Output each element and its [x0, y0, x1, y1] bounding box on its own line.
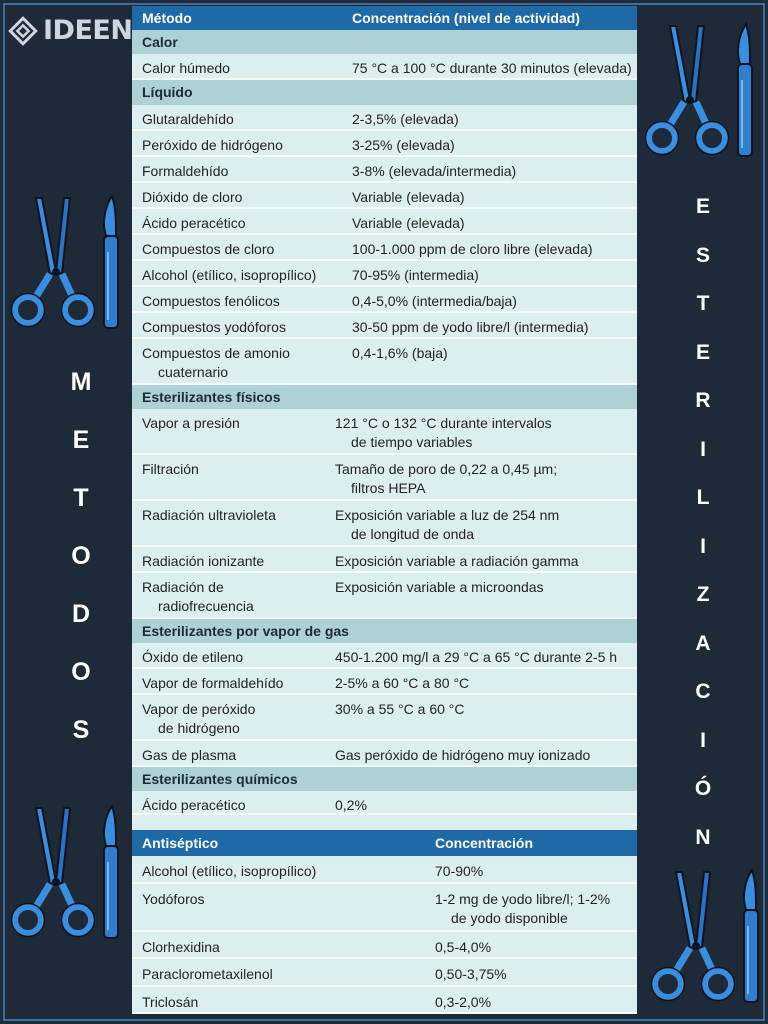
method-name-line: Radiación ionizante	[142, 553, 265, 569]
method-name	[142, 344, 290, 382]
surgical-tools-icon	[646, 866, 766, 1006]
header-method: Método	[142, 10, 192, 26]
side-letter: E	[695, 340, 710, 364]
concentration-line: 3-25% (elevada)	[352, 137, 455, 153]
category-title: Esterilizantes químicos	[142, 771, 298, 787]
method-name	[142, 460, 199, 479]
method-concentration	[352, 318, 589, 337]
method-concentration	[335, 460, 557, 498]
method-name-line: Compuestos fenólicos	[142, 293, 280, 309]
concentration-line: 0,3-2,0%	[435, 994, 492, 1010]
method-name-line: de hidrógeno	[158, 720, 240, 736]
method-name-line: Radiación ultravioleta	[142, 507, 276, 523]
method-name	[142, 674, 283, 693]
concentration-line: Exposición variable a radiación gamma	[335, 553, 579, 569]
table-row	[132, 235, 637, 261]
method-name-line: Alcohol (etílico, isopropílico)	[142, 267, 317, 283]
table-row	[132, 409, 637, 455]
side-letter: Z	[696, 583, 710, 606]
method-concentration	[352, 214, 465, 233]
method-concentration	[335, 578, 544, 597]
concentration-line: 3-8% (elevada/intermedia)	[352, 163, 517, 179]
method-name-line: Calor húmedo	[142, 60, 230, 76]
category-row	[132, 619, 637, 643]
side-letter: O	[71, 658, 91, 686]
method-name	[142, 59, 230, 78]
table-row	[132, 884, 637, 932]
method-name	[142, 552, 264, 571]
method-name	[142, 110, 234, 129]
method-name-line: Óxido de etileno	[142, 649, 244, 665]
method-name-line: Vapor a presión	[142, 415, 240, 431]
concentration-line: filtros HEPA	[351, 480, 426, 496]
surgical-tools-icon	[6, 802, 126, 942]
concentration-line: Exposición variable a microondas	[335, 579, 544, 595]
method-name-line: Compuestos de cloro	[142, 241, 275, 257]
category-row	[132, 30, 637, 54]
header-concentration: Concentración (nivel de actividad)	[352, 10, 580, 26]
method-concentration	[352, 188, 465, 207]
side-letter: L	[696, 486, 710, 509]
method-name-line: cuaternario	[158, 364, 229, 380]
table-row	[132, 157, 637, 183]
method-name	[142, 162, 228, 181]
concentration-line: 2-5% a 60 °C a 80 °C	[335, 675, 470, 691]
category-title: Esterilizantes por vapor de gas	[142, 623, 349, 639]
table-row	[132, 959, 637, 987]
side-label-metodos	[58, 362, 104, 768]
concentration-line: de tiempo variables	[351, 434, 473, 450]
method-name-line: Radiación de	[142, 579, 224, 595]
table-row	[132, 313, 637, 339]
method-name-line: Compuestos de amonio	[142, 345, 290, 361]
side-letter: I	[700, 728, 706, 752]
antiseptic-name-line: Triclosán	[142, 994, 199, 1010]
concentration-line: 0,2%	[335, 797, 367, 813]
concentration-line: Exposición variable a luz de 254 nm	[335, 507, 560, 523]
method-name	[142, 240, 274, 259]
method-concentration	[335, 746, 590, 765]
side-letter: D	[71, 600, 91, 628]
method-name	[142, 266, 316, 285]
concentration-line: 75 °C a 100 °C durante 30 minutos (elevada)	[352, 60, 632, 76]
side-letter: M	[70, 368, 92, 396]
side-letter: A	[695, 631, 711, 655]
side-letter: T	[73, 484, 89, 512]
method-name-line: Vapor de peróxido	[142, 701, 256, 717]
method-name	[142, 578, 254, 616]
method-name	[142, 188, 242, 207]
method-concentration	[352, 344, 448, 363]
side-letter: Ó	[694, 777, 712, 800]
surgical-tools-icon	[640, 20, 760, 160]
method-concentration	[335, 552, 579, 571]
method-name	[142, 700, 255, 738]
category-row	[132, 767, 637, 791]
concentration-line: Variable (elevada)	[352, 215, 465, 231]
table-row	[132, 573, 637, 619]
category-title: Líquido	[142, 84, 193, 100]
category-title: Esterilizantes físicos	[142, 389, 281, 405]
side-letter: E	[695, 195, 710, 218]
side-letter: I	[700, 534, 706, 558]
table-header-row	[132, 6, 637, 30]
table-row	[132, 791, 637, 815]
sterilization-methods-table	[132, 6, 637, 830]
header-concentration: Concentración	[435, 835, 534, 851]
concentration-line: 70-90%	[435, 863, 484, 879]
method-name-line: Ácido peracético	[142, 797, 246, 813]
table-row	[132, 54, 637, 80]
antiseptic-concentration	[435, 938, 491, 957]
table-row	[132, 183, 637, 209]
table-row	[132, 287, 637, 313]
table-row	[132, 455, 637, 501]
surgical-tools-icon	[6, 192, 126, 332]
method-name	[142, 506, 276, 525]
concentration-line: 121 °C o 132 °C durante intervalos	[335, 415, 552, 431]
table-row	[132, 987, 637, 1014]
category-row	[132, 80, 637, 105]
table-row	[132, 932, 637, 959]
table-row	[132, 695, 637, 741]
concentration-line: de longitud de onda	[351, 526, 474, 542]
method-name-line: Vapor de formaldehído	[142, 675, 284, 691]
method-concentration	[335, 506, 559, 544]
concentration-line: 0,4-1,6% (baja)	[352, 345, 448, 361]
table-row	[132, 856, 637, 884]
antiseptic-name-line: Clorhexidina	[142, 939, 220, 955]
method-concentration	[352, 136, 455, 155]
method-name-line: Dióxido de cloro	[142, 189, 243, 205]
method-name	[142, 318, 286, 337]
antiseptic-concentration	[435, 965, 507, 984]
method-name-line: Gas de plasma	[142, 747, 237, 763]
table-row	[132, 261, 637, 287]
side-letter: O	[71, 542, 91, 570]
category-title: Calor	[142, 34, 178, 50]
method-concentration	[352, 110, 459, 129]
antiseptic-name	[142, 993, 198, 1012]
method-name-line: Ácido peracético	[142, 215, 246, 231]
method-concentration	[352, 162, 516, 181]
antiseptic-name-line: Paraclorometaxilenol	[142, 966, 273, 982]
concentration-line: Tamaño de poro de 0,22 a 0,45 µm;	[335, 461, 558, 477]
side-letter: R	[695, 389, 711, 412]
concentration-line: 0,50-3,75%	[435, 966, 507, 982]
method-concentration	[352, 59, 632, 78]
side-letter: T	[696, 292, 710, 315]
table-row	[132, 643, 637, 669]
method-name-line: Peróxido de hidrógeno	[142, 137, 283, 153]
concentration-line: 70-95% (intermedia)	[352, 267, 479, 283]
diamond-logo-icon	[8, 16, 38, 46]
concentration-line: 0,5-4,0%	[435, 939, 492, 955]
table-header-row	[132, 830, 637, 856]
method-concentration	[335, 796, 367, 815]
side-letter: N	[695, 825, 711, 849]
method-name-line: Compuestos yodóforos	[142, 319, 286, 335]
method-name-line: Filtración	[142, 461, 199, 477]
concentration-line: de yodo disponible	[451, 910, 568, 926]
antiseptic-name	[142, 938, 220, 957]
side-label-esterilizacion	[680, 192, 726, 871]
concentration-line: 0,4-5,0% (intermedia/baja)	[352, 293, 517, 309]
side-letter: S	[695, 243, 710, 267]
brand-name: IDEEN	[43, 15, 133, 46]
antiseptic-concentration	[435, 862, 483, 881]
method-name	[142, 214, 246, 233]
method-concentration	[335, 674, 469, 693]
concentration-line: 1-2 mg de yodo libre/l; 1-2%	[435, 891, 611, 907]
concentration-line: 100-1.000 ppm de cloro libre (elevada)	[352, 241, 593, 257]
concentration-line: 30-50 ppm de yodo libre/l (intermedia)	[352, 319, 589, 335]
antiseptic-name-line: Alcohol (etílico, isopropílico)	[142, 863, 317, 879]
antiseptic-name	[142, 862, 316, 881]
side-letter: S	[72, 716, 90, 744]
antiseptic-name-line: Yodóforos	[142, 891, 205, 907]
method-name	[142, 796, 246, 815]
method-name-line: Formaldehído	[142, 163, 229, 179]
method-name	[142, 292, 280, 311]
side-letter: I	[700, 437, 706, 461]
antiseptics-table	[132, 830, 637, 1014]
antiseptic-name	[142, 965, 273, 984]
brand-logo	[8, 14, 132, 48]
side-letter: C	[695, 680, 711, 703]
concentration-line: Gas peróxido de hidrógeno muy ionizado	[335, 747, 591, 763]
concentration-line: 2-3,5% (elevada)	[352, 111, 459, 127]
concentration-line: 450-1.200 mg/l a 29 °C a 65 °C durante 2-5 h	[335, 649, 618, 665]
antiseptic-name	[142, 890, 205, 909]
table-row	[132, 105, 637, 131]
concentration-line: 30% a 55 °C a 60 °C	[335, 701, 465, 717]
table-row	[132, 209, 637, 235]
table-row	[132, 501, 637, 547]
method-name	[142, 648, 243, 667]
table-row	[132, 741, 637, 767]
table-row	[132, 339, 637, 385]
table-row	[132, 131, 637, 157]
method-name	[142, 136, 283, 155]
concentration-line: Variable (elevada)	[352, 189, 465, 205]
method-concentration	[335, 414, 552, 452]
table-row	[132, 547, 637, 573]
table-row	[132, 669, 637, 695]
method-concentration	[352, 240, 592, 259]
header-antiseptic: Antiséptico	[142, 835, 219, 851]
method-name	[142, 746, 236, 765]
method-concentration	[335, 648, 617, 667]
method-name	[142, 414, 240, 433]
antiseptic-concentration	[435, 890, 610, 928]
method-name-line: Glutaraldehído	[142, 111, 234, 127]
method-concentration	[352, 292, 517, 311]
antiseptic-concentration	[435, 993, 491, 1012]
method-name-line: radiofrecuencia	[158, 598, 254, 614]
method-concentration	[335, 700, 465, 719]
side-letter: E	[72, 426, 90, 454]
method-concentration	[352, 266, 479, 285]
category-row	[132, 385, 637, 409]
